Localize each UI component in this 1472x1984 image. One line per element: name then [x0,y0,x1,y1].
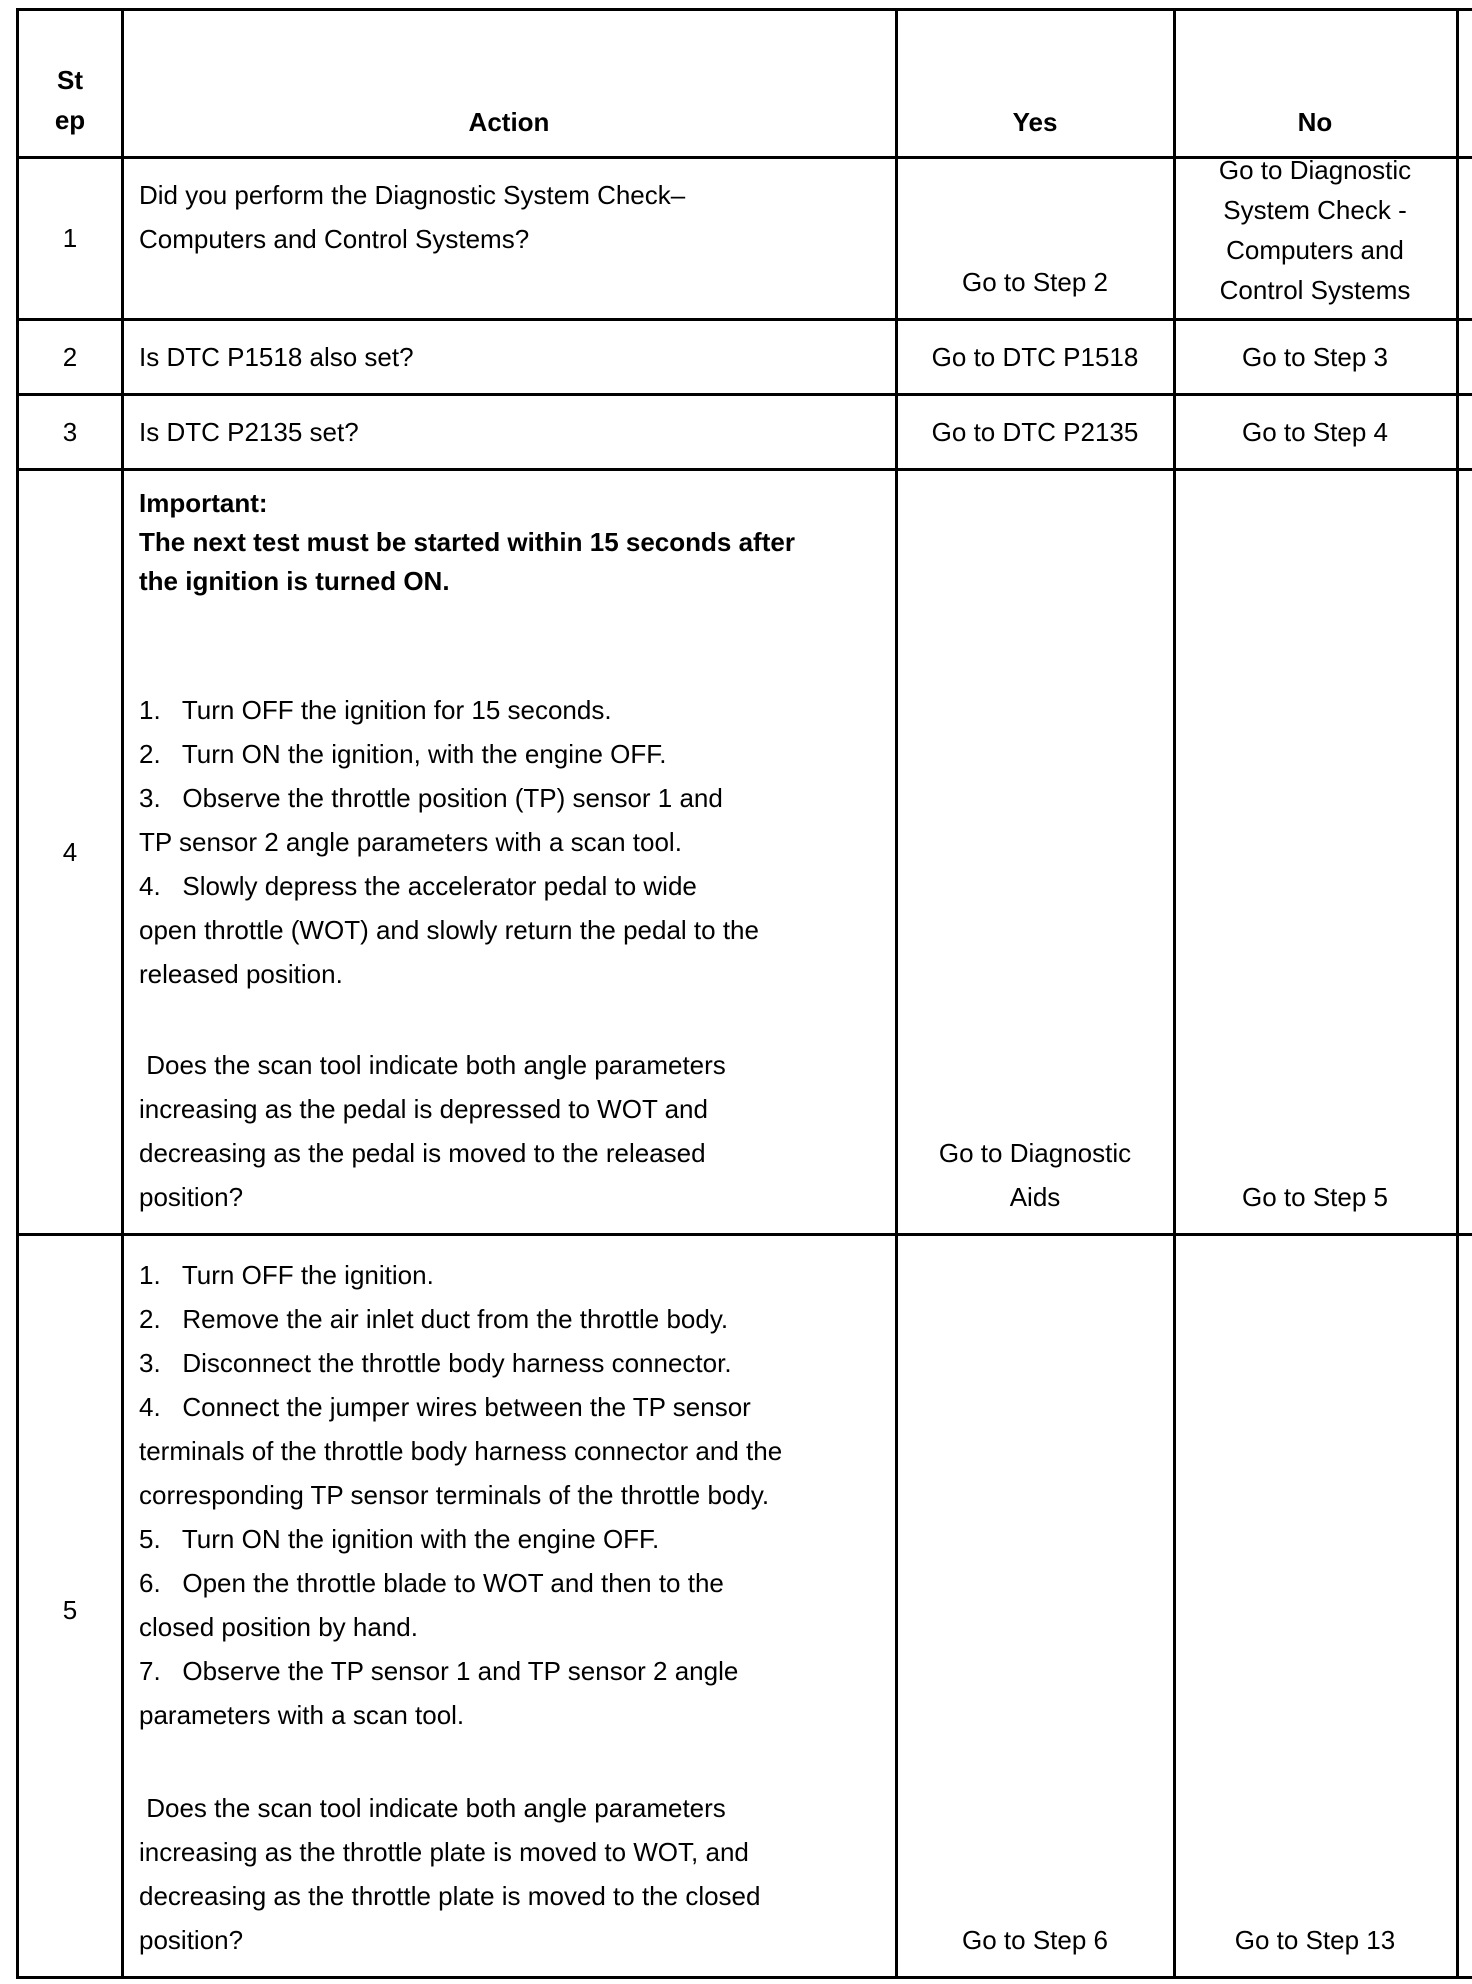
header-step [22,60,118,140]
row-4-no: Go to Step 5 [1242,1182,1388,1212]
row-4-question-line: increasing as the pedal is depressed to WOT and [139,1094,708,1124]
row-4-step: 4 [62,837,78,867]
row-1-action-line: Computers and Control Systems? [139,224,530,254]
row-2-no: Go to Step 3 [1242,342,1388,372]
row-1-no-line: Computers and [1226,235,1404,265]
row-4-yes-line: Aids [1009,1182,1061,1212]
row-5-step-line: 7. Observe the TP sensor 1 and TP sensor 2 angle [139,1656,739,1686]
row-5-step-line: 4. Connect the jumper wires between the TP sensor [139,1392,751,1422]
row-5-yes: Go to Step 6 [962,1925,1108,1955]
row-2-yes: Go to DTC P1518 [931,342,1139,372]
header-yes: Yes [1012,107,1058,137]
row-3-yes: Go to DTC P2135 [931,417,1139,447]
row-1-no-line: Control Systems [1219,275,1411,305]
header-no: No [1297,107,1333,137]
row-4-question [139,1043,889,1219]
table-row-divider [16,468,1472,471]
row-5-question-line: position? [139,1925,244,1955]
row-4-step-line: TP sensor 2 angle parameters with a scan tool. [139,827,682,857]
row-5-no: Go to Step 13 [1234,1925,1396,1955]
row-3-no: Go to Step 4 [1242,417,1388,447]
row-5-action-steps [139,1253,889,1737]
row-1-no-line: System Check - [1223,195,1407,225]
row-4-yes [898,1131,1172,1219]
row-3-step: 3 [62,417,78,447]
row-4-yes-line: Go to Diagnostic [938,1138,1132,1168]
row-5-question [139,1786,889,1962]
row-2-action: Is DTC P1518 also set? [139,342,414,372]
table-row-divider [16,393,1472,396]
table-border-left [16,8,19,1979]
header-step-line-2: ep [54,105,86,135]
row-3-action: Is DTC P2135 set? [139,417,359,447]
row-4-action-steps [139,688,889,996]
row-1-no-line: Go to Diagnostic [1218,155,1412,185]
header-step-line-1: St [57,65,83,95]
row-5-step-line: 1. Turn OFF the ignition. [139,1260,434,1290]
row-5-question-line: Does the scan tool indicate both angle parameters [139,1793,726,1823]
row-4-important [139,484,889,601]
row-5-step-line: 2. Remove the air inlet duct from the throttle body. [139,1304,729,1334]
row-5-step-line: corresponding TP sensor terminals of the throttle body. [139,1480,770,1510]
row-4-step-line: open throttle (WOT) and slowly return the pedal to the [139,915,759,945]
row-5-question-line: decreasing as the throttle plate is moved to the closed [139,1881,761,1911]
table-border-bottom [16,1976,1472,1979]
row-5-step-line: 6. Open the throttle blade to WOT and then to the [139,1568,724,1598]
row-4-question-line: Does the scan tool indicate both angle parameters [139,1050,726,1080]
row-1-yes: Go to Step 2 [962,267,1108,297]
row-4-step-line: released position. [139,959,343,989]
row-2-step: 2 [62,342,78,372]
table-border-right [1456,8,1459,1979]
row-1-action-line: Did you perform the Diagnostic System Check– [139,180,686,210]
important-label: Important: [139,488,268,518]
row-4-step-line: 4. Slowly depress the accelerator pedal to wide [139,871,697,901]
row-5-step-line: closed position by hand. [139,1612,418,1642]
row-5-step-line: 3. Disconnect the throttle body harness connector. [139,1348,732,1378]
row-4-step-line: 1. Turn OFF the ignition for 15 seconds. [139,695,612,725]
row-1-step: 1 [62,223,78,253]
header-action: Action [468,107,550,137]
row-5-step: 5 [62,1595,78,1625]
row-1-action [139,173,889,261]
important-text-line: the ignition is turned ON. [139,566,450,596]
row-5-step-line: 5. Turn ON the ignition with the engine OFF. [139,1524,660,1554]
table-row-divider [16,1233,1472,1236]
row-5-question-line: increasing as the throttle plate is moved to WOT, and [139,1837,749,1867]
row-4-question-line: decreasing as the pedal is moved to the released [139,1138,706,1168]
table-row-divider [16,318,1472,321]
important-text-line: The next test must be started within 15 seconds after [139,527,795,557]
table-border-top [16,8,1472,11]
row-4-step-line: 3. Observe the throttle position (TP) sensor 1 and [139,783,723,813]
row-4-question-line: position? [139,1182,244,1212]
row-5-step-line: terminals of the throttle body harness connector and the [139,1436,783,1466]
row-1-no [1176,150,1454,310]
row-4-step-line: 2. Turn ON the ignition, with the engine OFF. [139,739,667,769]
table-column-divider [121,8,124,1979]
row-5-step-line: parameters with a scan tool. [139,1700,465,1730]
